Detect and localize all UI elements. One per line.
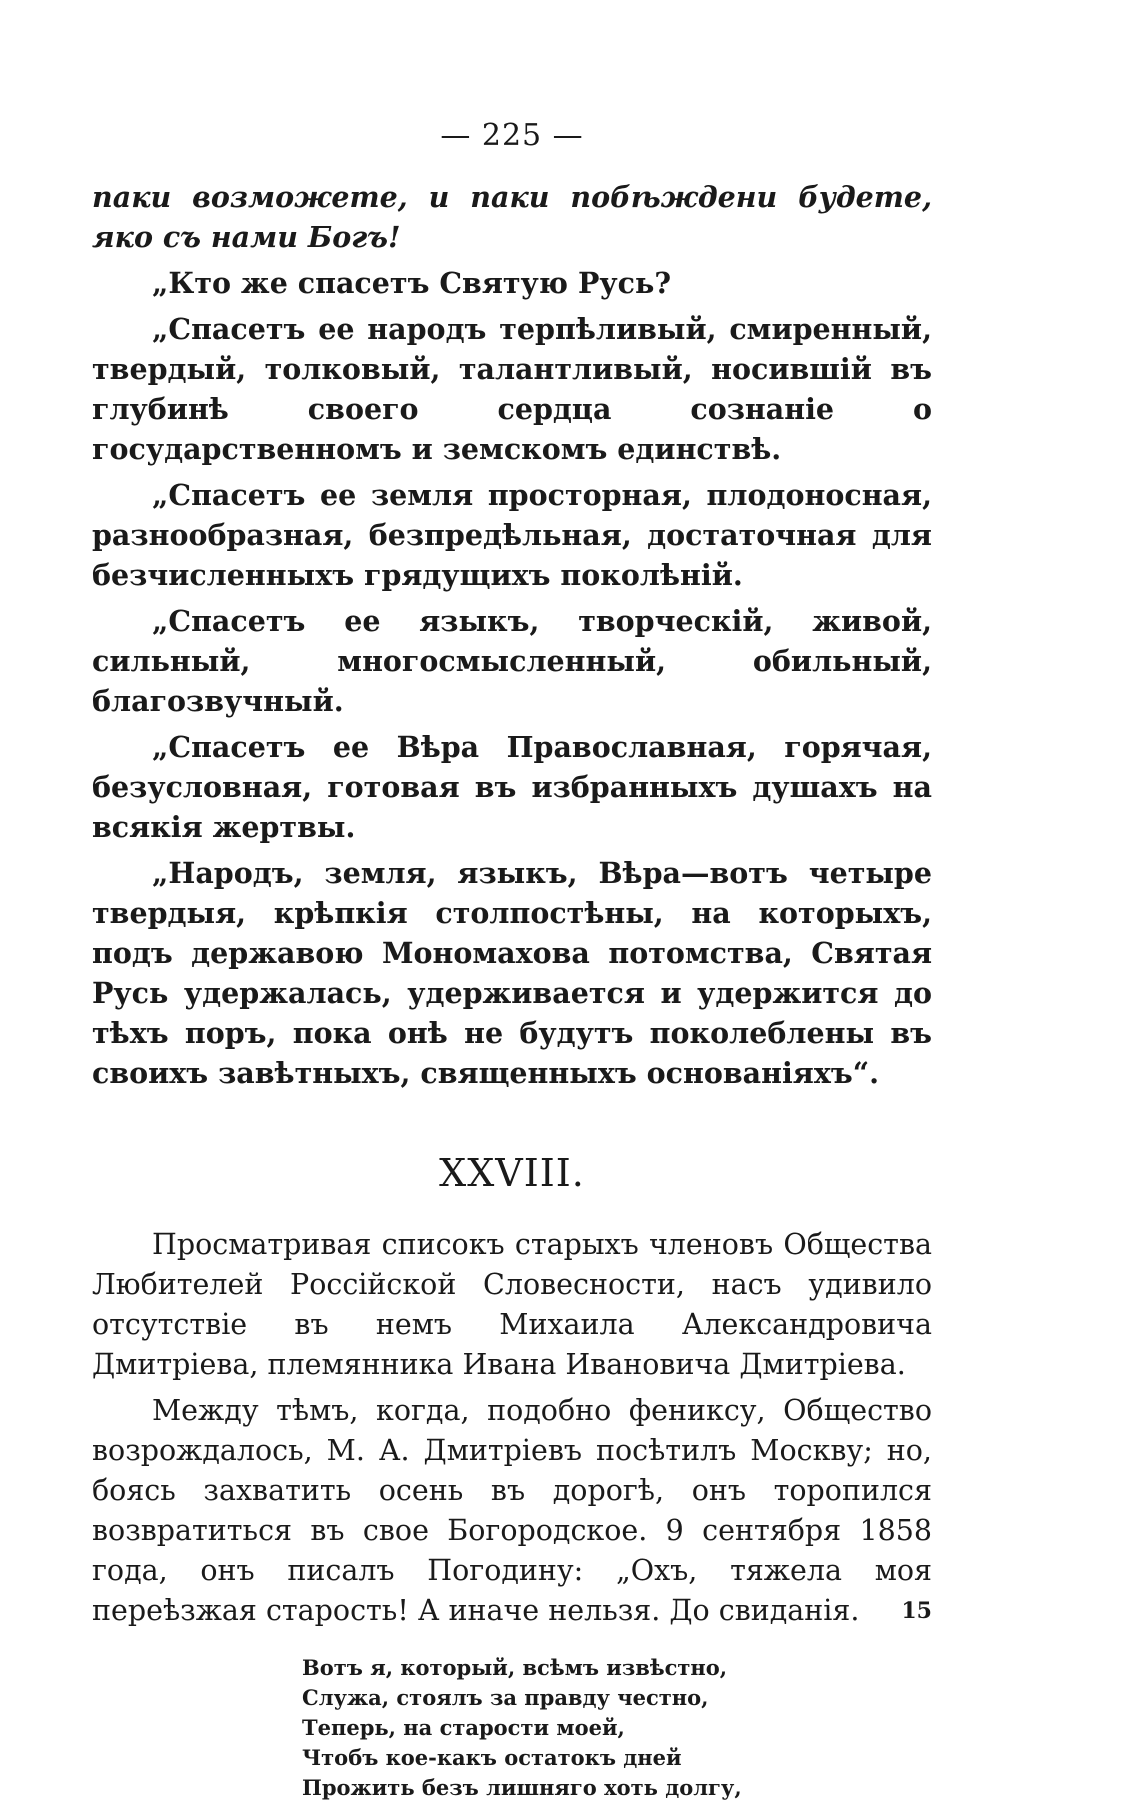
- paragraph-8: Просматривая списокъ старыхъ членовъ Общества Любителей Россійской Словесности, насъ удивило отсутствіе въ немъ Михаила Александровича Дмитріева, племянника Ивана Ивановича Дмитріева.: [92, 1228, 932, 1381]
- section-heading: XXVIII.: [439, 1151, 585, 1195]
- page-number: — 225 —: [440, 118, 584, 153]
- bottom-text-block: [92, 1225, 932, 1631]
- paragraph-6: „Спасетъ ее Вѣра Православная, горячая, безусловная, готовая въ избранныхъ душахъ на всякія жертвы.: [92, 730, 932, 844]
- verse-line-1: Вотъ я, который, всѣмъ извѣстно,: [302, 1655, 728, 1680]
- paragraph-9: Между тѣмъ, когда, подобно фениксу, Общество возрождалось, М. А. Дмитріевъ посѣтилъ Москву; но, боясь захватить осень въ дорогѣ, онъ торопился возвратиться въ свое Богородское. 9 сентября 1858 года, онъ писалъ Погодину: „Охъ, тяжела моя переѣзжая старость! А иначе нельзя. До свиданія.: [92, 1394, 932, 1627]
- paragraph-4: „Спасетъ ее земля просторная, плодоносная, разнообразная, безпредѣльная, достаточная для безчисленныхъ грядущихъ поколѣній.: [92, 478, 932, 592]
- paragraph-1: паки возможете, и паки побѣждени будете, яко съ нами Богъ!: [92, 180, 932, 254]
- verse-line-2: Служа, стоялъ за правду честно,: [302, 1685, 709, 1710]
- signature-mark: 15: [901, 1598, 932, 1624]
- paragraph-7: „Народъ, земля, языкъ, Вѣра—вотъ четыре твердыя, крѣпкія столпостѣны, на которыхъ, подъ державою Мономахова потомства, Святая Русь удержалась, удерживается и удержится до тѣхъ поръ, пока онѣ не будутъ поколеблены въ своихъ завѣтныхъ, священныхъ основаніяхъ“.: [92, 856, 932, 1090]
- document-page: [92, 118, 932, 1803]
- top-text-block: [92, 177, 932, 1093]
- paragraph-5: „Спасетъ ее языкъ, творческій, живой, сильный, многосмысленный, обильный, благозвучный.: [92, 604, 932, 718]
- paragraph-3: „Спасетъ ее народъ терпѣливый, смиренный, твердый, толковый, талантливый, носившій въ глубинѣ своего сердца сознаніе о государственномъ и земскомъ единствѣ.: [92, 312, 932, 466]
- verse-line-3: Теперь, на старости моей,: [302, 1715, 625, 1740]
- verse-block: [302, 1653, 932, 1803]
- verse-line-5: Прожить безъ лишняго хоть долгу,: [302, 1775, 742, 1800]
- paragraph-2: „Кто же спасетъ Святую Русь?: [152, 266, 672, 300]
- verse-line-4: Чтобъ кое-какъ остатокъ дней: [302, 1745, 682, 1770]
